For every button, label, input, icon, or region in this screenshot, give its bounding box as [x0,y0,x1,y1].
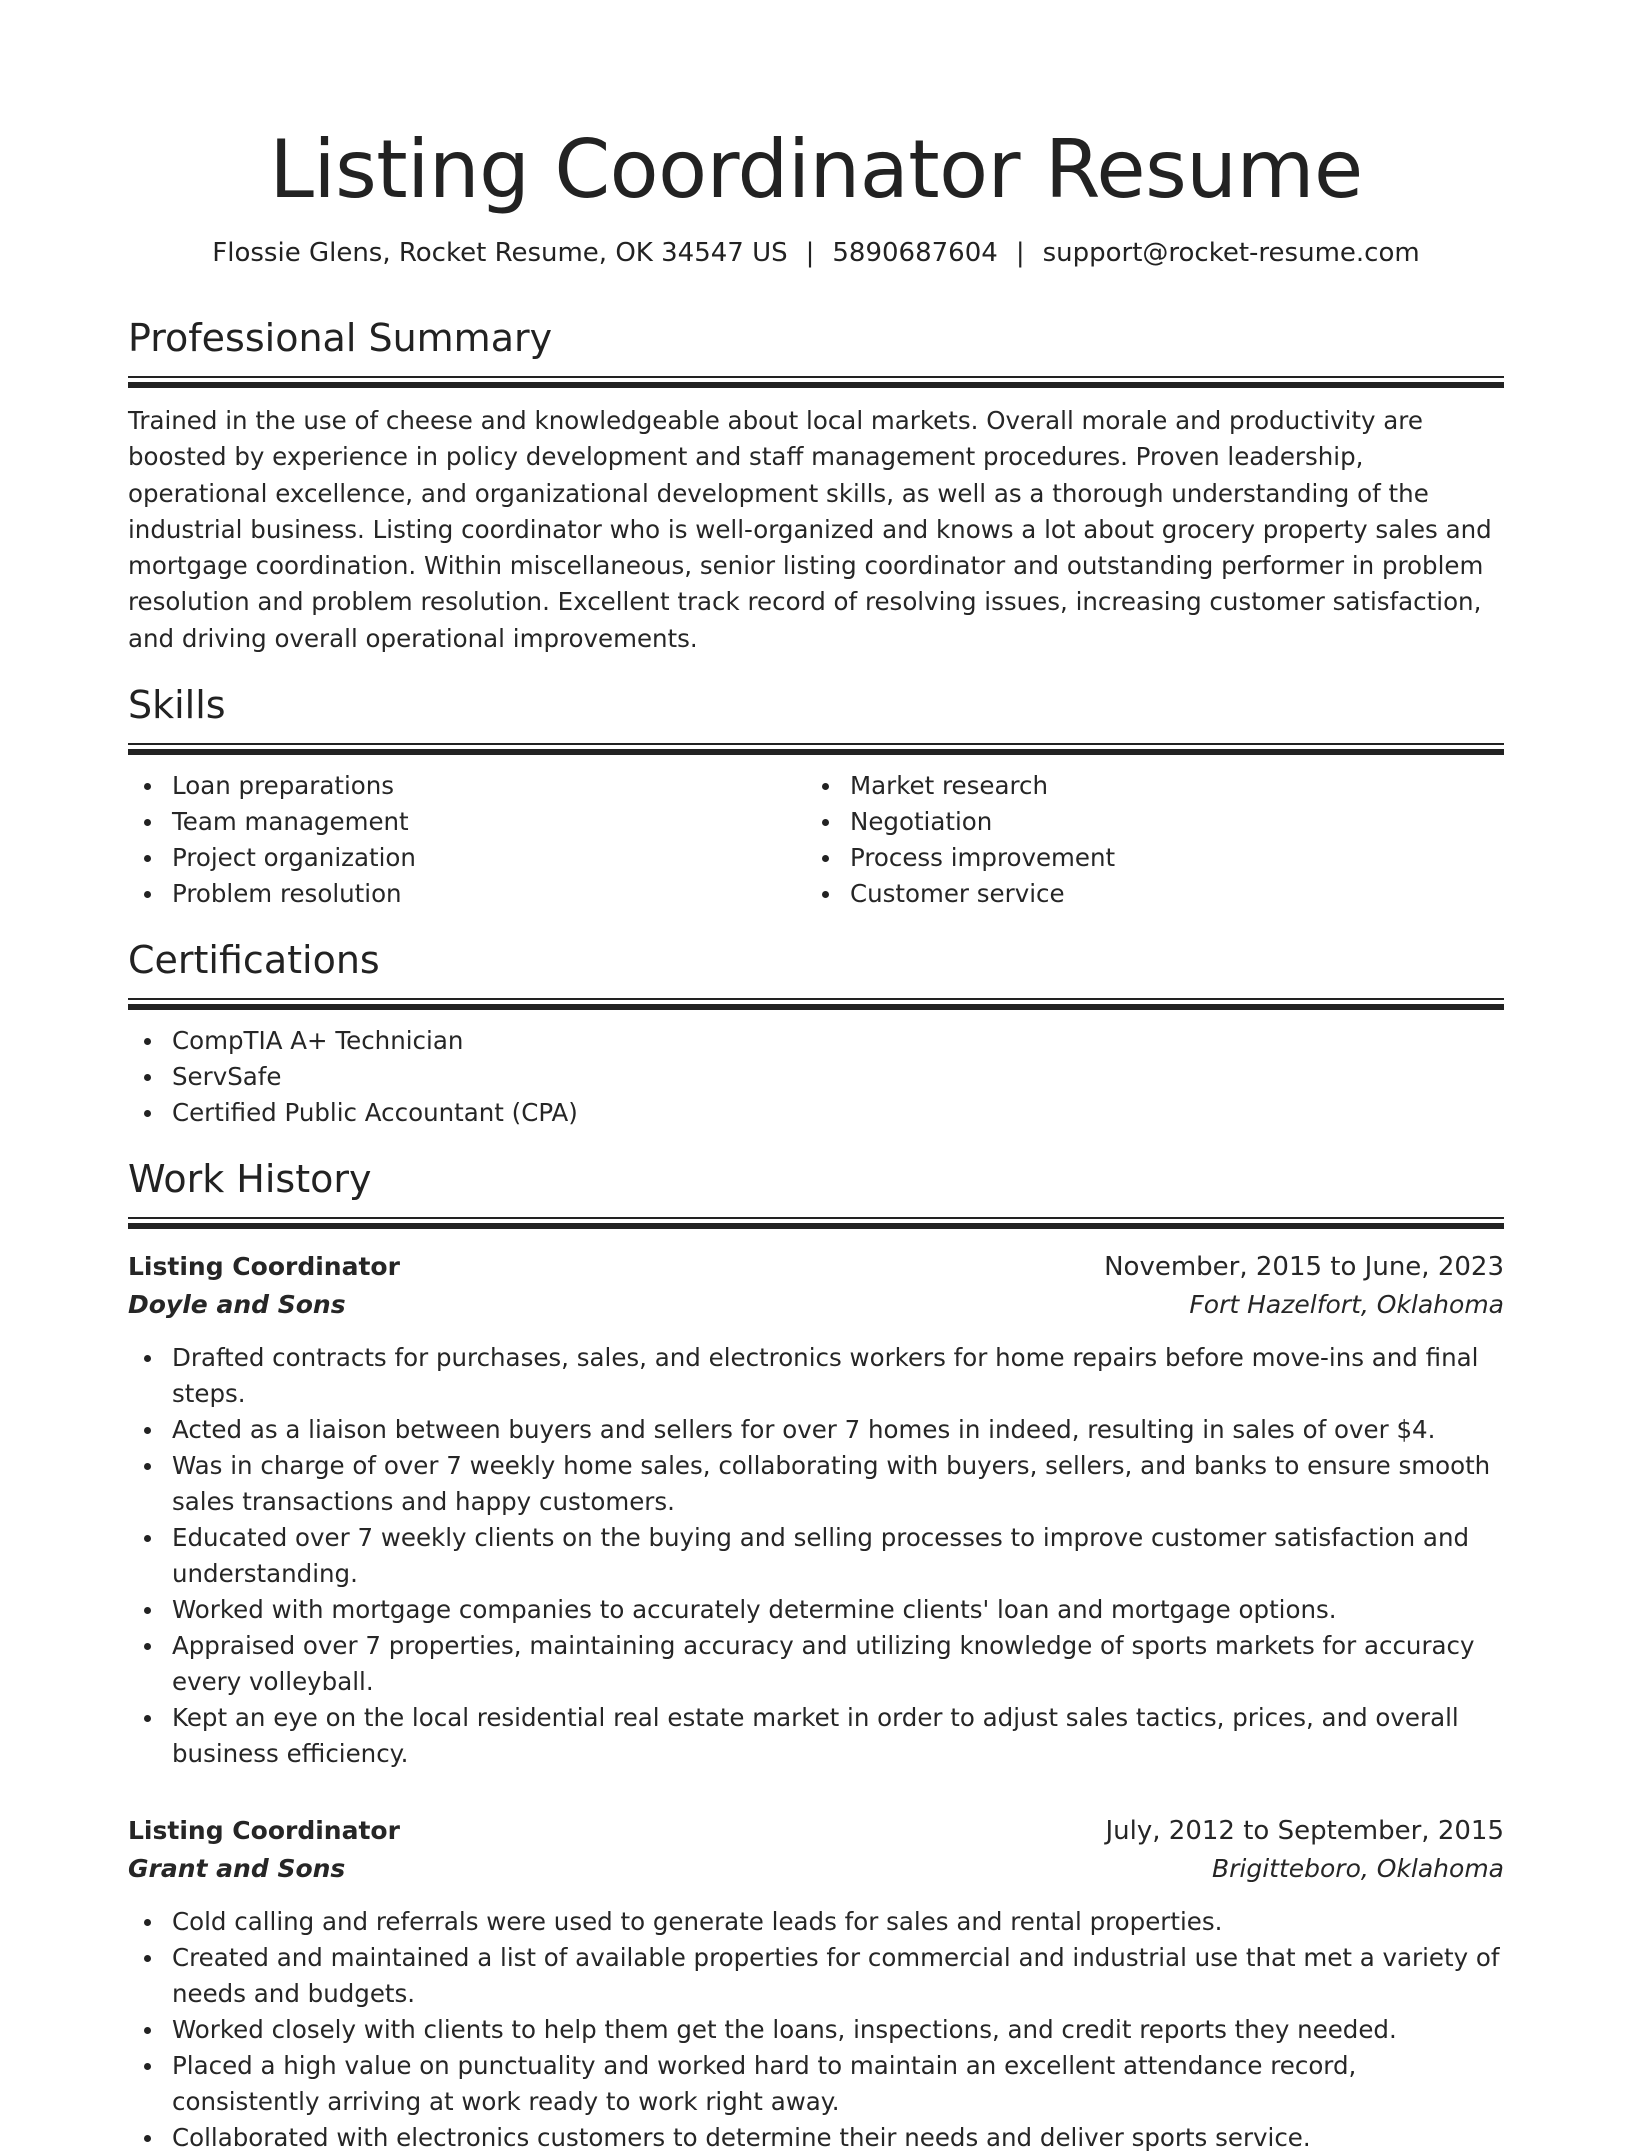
certifications-list [128,1023,1504,1131]
contact-phone: 5890687604 [832,238,998,268]
professional-summary-section [128,314,1504,657]
section-heading-certifications: Certifications [128,938,380,983]
skill-item: Customer service [806,876,1484,912]
contact-separator: | [805,238,815,268]
skill-item: Problem resolution [128,876,806,912]
skills-section [128,681,1504,912]
section-divider [128,1217,1504,1228]
skill-item: Process improvement [806,840,1484,876]
certification-item: ServSafe [128,1059,1504,1095]
job-duties-list [128,1340,1504,1772]
job-header-row [128,1812,1504,1850]
job-company: Doyle and Sons [128,1290,346,1320]
summary-text: Trained in the use of cheese and knowledgeable about local markets. Overall morale and productivity are boosted by experience in policy development and staff management procedures. Proven leadership, operational excellence, and organizational development skills, as well as a thorough understanding of the industrial business. Listing coordinator who is well-organized and knows a lot about grocery property sales and mortgage coordination. Within miscellaneous, senior listing coordinator and outstanding performer in problem resolution and problem resolution. Excellent track record of resolving issues, increasing customer satisfaction, and driving overall operational improvements. [128,406,1492,653]
job-subheader-row [128,1850,1504,1888]
certification-item: Certified Public Accountant (CPA) [128,1095,1504,1131]
skill-item: Project organization [128,840,806,876]
work-history-section [128,1155,1504,2156]
section-heading-work-history: Work History [128,1157,372,1202]
skill-item: Team management [128,804,806,840]
section-divider [128,376,1504,387]
job-duty-item: Worked closely with clients to help them get the loans, inspections, and credit reports they needed. [128,2012,1504,2048]
job-duty-item: Collaborated with electronics customers to determine their needs and deliver sports service. [128,2120,1504,2156]
resume-title: Listing Coordinator Resume [269,123,1363,216]
resume-page [128,0,1504,2156]
job-duty-item: Kept an eye on the local residential real estate market in order to adjust sales tactics, prices, and overall business efficiency. [128,1700,1504,1772]
skills-list-left [128,768,806,912]
job-entry [128,1812,1504,2156]
job-header-row [128,1248,1504,1286]
section-divider [128,998,1504,1009]
job-location: Brigitteboro, Oklahoma [1211,1854,1504,1884]
job-duty-item: Appraised over 7 properties, maintaining accuracy and utilizing knowledge of sports markets for accuracy every volleyball. [128,1628,1504,1700]
section-heading-summary: Professional Summary [128,316,553,360]
contact-separator: | [1015,238,1025,268]
job-dates: November, 2015 to June, 2023 [1104,1252,1504,1283]
job-duty-item: Worked with mortgage companies to accurately determine clients' loan and mortgage options. [128,1592,1504,1628]
job-duty-item: Cold calling and referrals were used to generate leads for sales and rental properties. [128,1904,1504,1940]
job-duties-list [128,1904,1504,2156]
job-duty-item: Educated over 7 weekly clients on the buying and selling processes to improve customer satisfaction and understanding. [128,1520,1504,1592]
section-divider [128,743,1504,754]
skills-columns [128,768,1504,912]
job-duty-item: Drafted contracts for purchases, sales, and electronics workers for home repairs before move-ins and final steps. [128,1340,1504,1412]
job-dates: July, 2012 to September, 2015 [1105,1816,1504,1847]
job-entry [128,1248,1504,1772]
contact-address: Flossie Glens, Rocket Resume, OK 34547 US [212,238,788,268]
certification-item: CompTIA A+ Technician [128,1023,1504,1059]
job-location: Fort Hazelfort, Oklahoma [1189,1290,1504,1320]
job-duty-item: Placed a high value on punctuality and worked hard to maintain an excellent attendance record, consistently arriving at work ready to work right away. [128,2048,1504,2120]
job-title: Listing Coordinator [128,1252,400,1282]
certifications-section [128,936,1504,1131]
skill-item: Market research [806,768,1484,804]
contact-line [128,236,1504,270]
job-title: Listing Coordinator [128,1816,400,1846]
skills-list-right [806,768,1484,912]
skill-item: Loan preparations [128,768,806,804]
job-duty-item: Acted as a liaison between buyers and sellers for over 7 homes in indeed, resulting in sales of over $4. [128,1412,1504,1448]
section-heading-skills: Skills [128,683,226,728]
contact-email: support@rocket-resume.com [1042,238,1420,268]
job-subheader-row [128,1286,1504,1324]
job-duty-item: Was in charge of over 7 weekly home sales, collaborating with buyers, sellers, and banks to ensure smooth sales transactions and happy customers. [128,1448,1504,1520]
job-company: Grant and Sons [128,1854,346,1884]
skill-item: Negotiation [806,804,1484,840]
job-duty-item: Created and maintained a list of available properties for commercial and industrial use that met a variety of needs and budgets. [128,1940,1504,2012]
